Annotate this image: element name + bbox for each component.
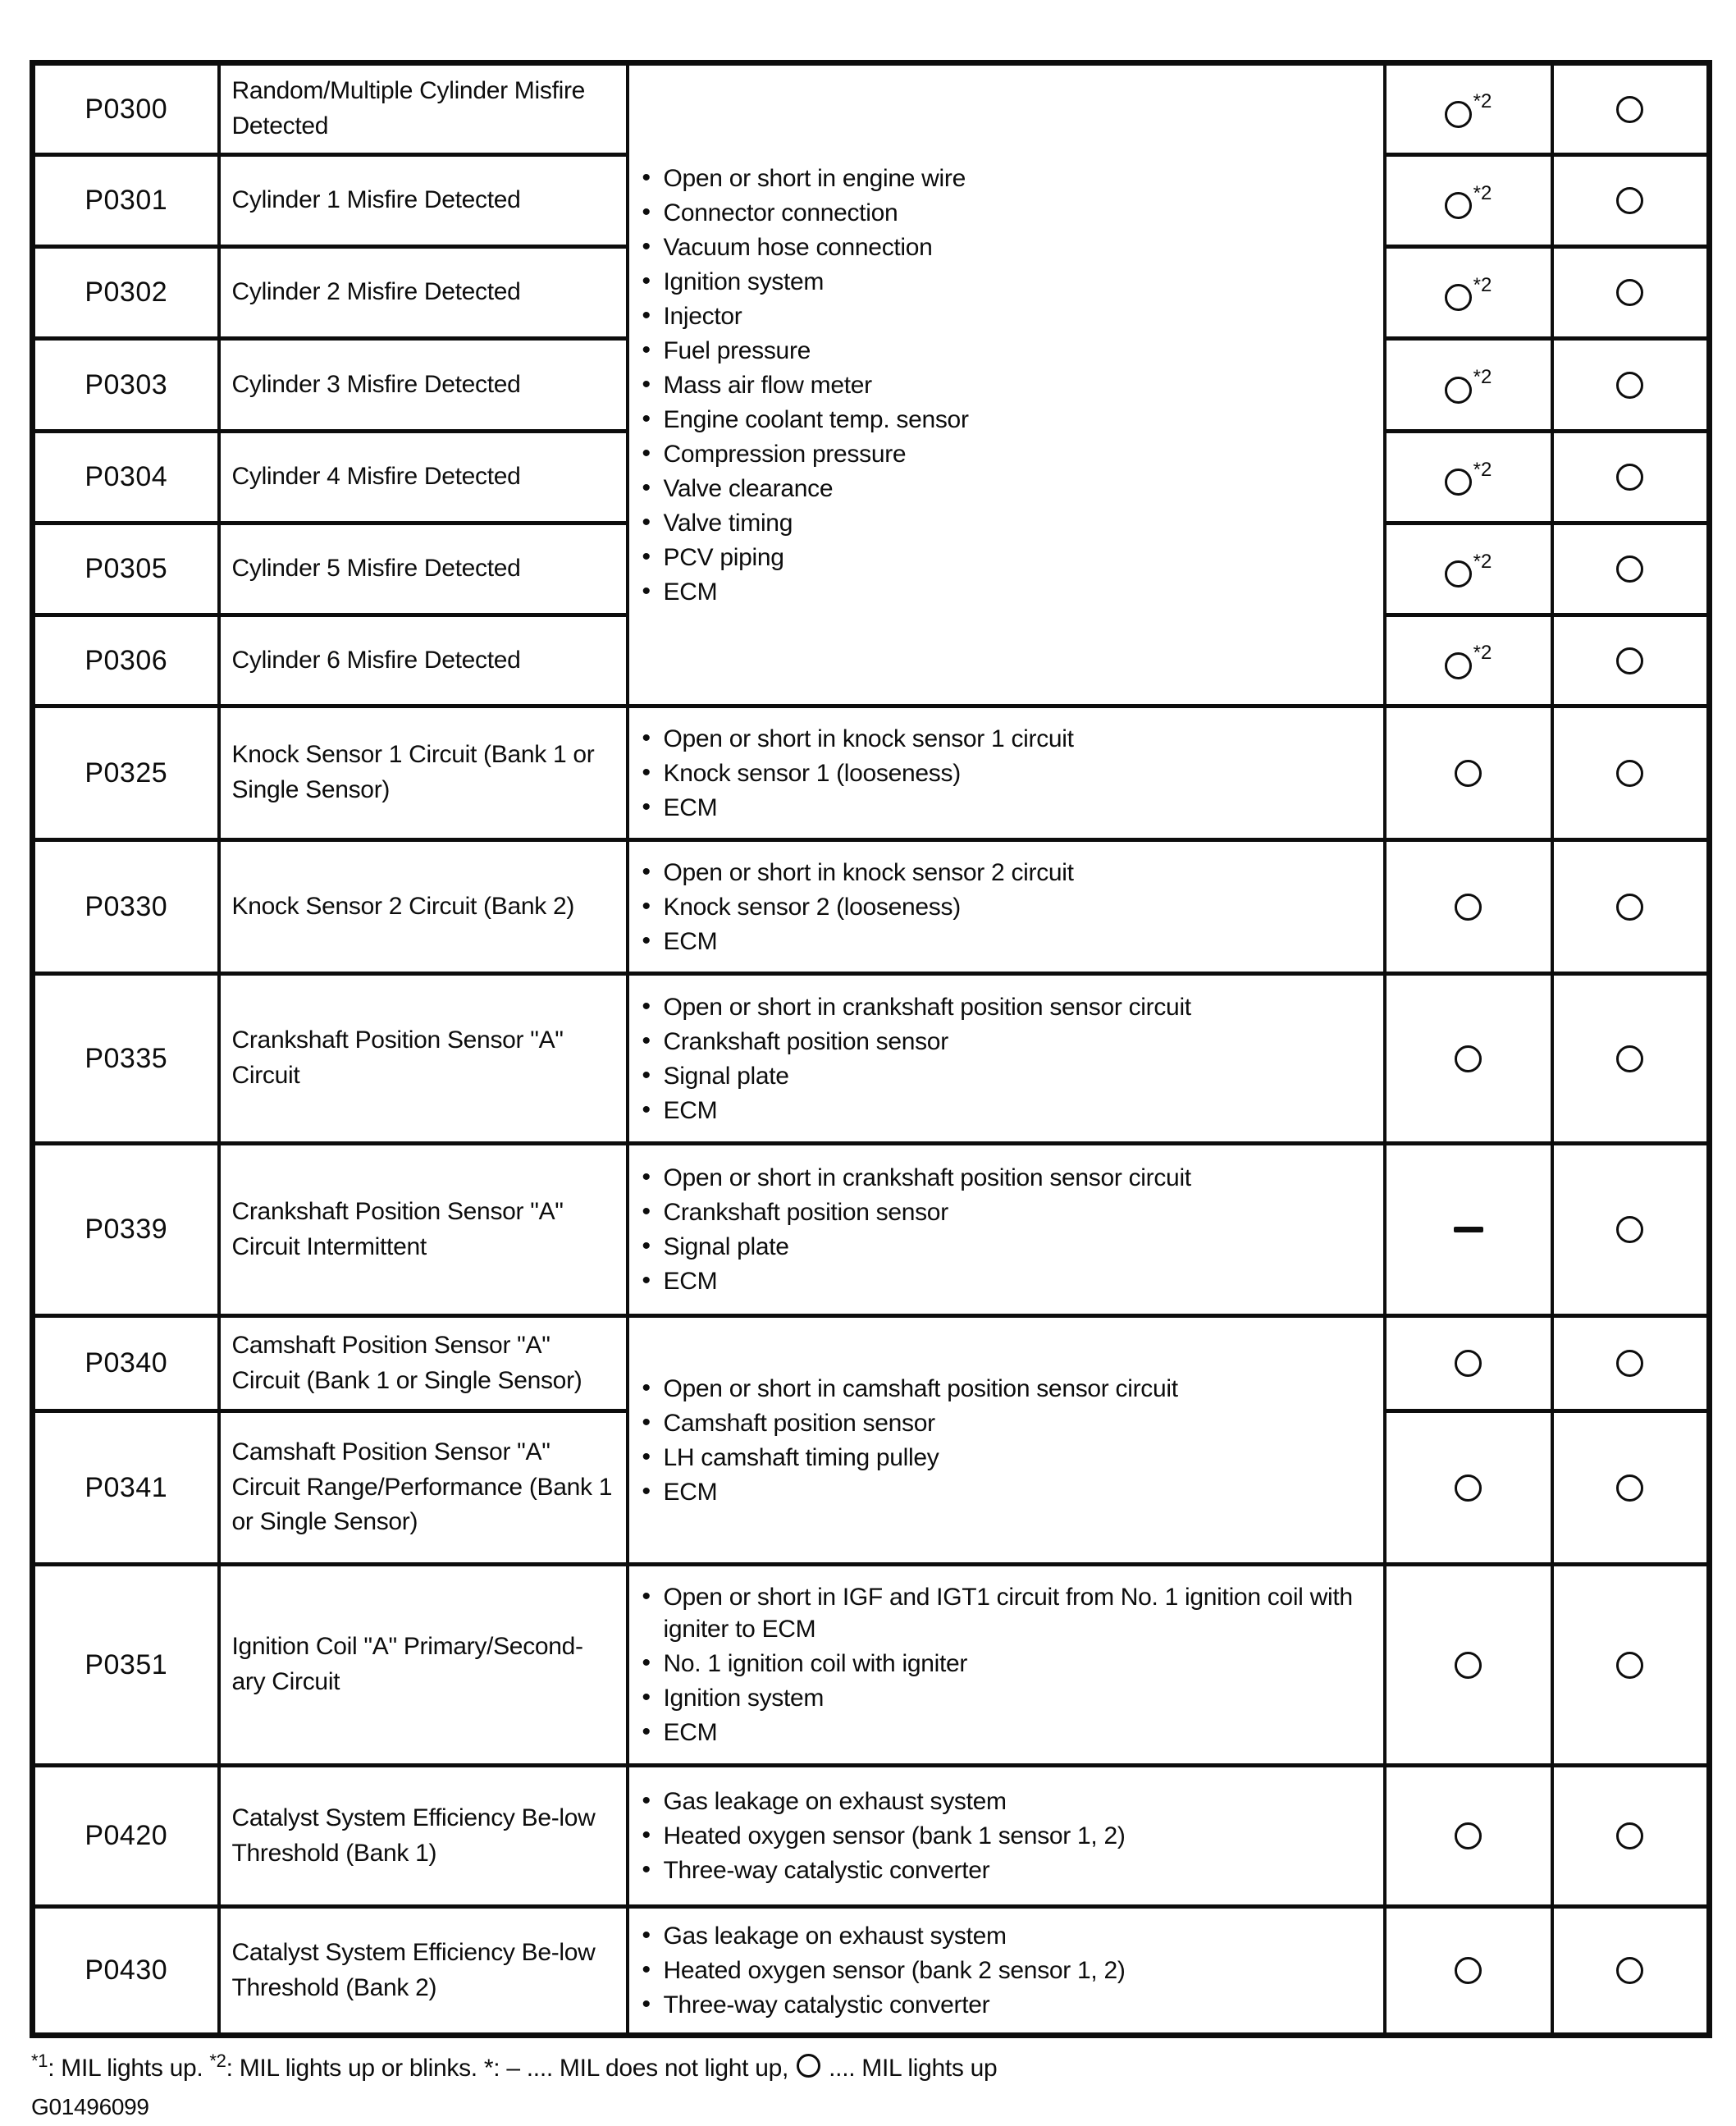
trouble-area-item: • No. 1 ignition coil with igniter [639,1648,1375,1680]
trouble-area-item: • Open or short in IGF and IGT1 circuit from No. 1 ignition coil with igniter to ECM [639,1581,1375,1645]
circle-icon [1455,1350,1482,1377]
mil-indicator-2-cell [1552,840,1710,974]
circle-icon [1616,760,1643,787]
trouble-area-item: • Ignition system [639,1682,1375,1714]
circle-icon [1445,652,1472,679]
dash-icon [1454,1227,1483,1232]
footnote-text2: : MIL lights up or blinks. *: – .... MIL does not light up, [226,2055,796,2082]
mil-indicator-1-cell [1385,523,1552,615]
trouble-area-item: • Mass air flow meter [639,369,1375,401]
mil-indicator-1-cell [1385,1766,1552,1907]
table-row [33,840,1710,974]
trouble-area-item: • Open or short in camshaft position sensor circuit [639,1373,1375,1405]
circle-icon [1616,894,1643,921]
dtc-code-cell: P0339 [33,1144,219,1316]
trouble-area-item: • Gas leakage on exhaust system [639,1785,1375,1817]
mil-indicator-2-cell [1552,432,1710,523]
trouble-area-item: • Vacuum hose connection [639,231,1375,263]
mil-indicator-1-cell [1385,247,1552,339]
dtc-description-cell: Catalyst System Efficiency Be-low Threshold (Bank 1) [219,1766,628,1907]
mil-indicator-1-cell [1385,432,1552,523]
dtc-description-cell: Camshaft Position Sensor "A" Circuit Range/Performance (Bank 1 or Single Sensor) [219,1411,628,1565]
trouble-area-item: • PCV piping [639,542,1375,574]
circle-icon [1445,560,1472,588]
star2-superscript: *2 [1473,366,1492,389]
dtc-code-cell: P0340 [33,1316,219,1411]
dtc-code-cell: P0300 [33,63,219,155]
dtc-code-cell: P0420 [33,1766,219,1907]
circle-icon [1455,760,1482,787]
mil-indicator-2-cell [1552,247,1710,339]
trouble-area-cell [628,706,1385,840]
mil-indicator-1-cell [1385,615,1552,706]
circle-icon [1616,1957,1643,1984]
mil-indicator-1-cell [1385,1565,1552,1766]
star2-superscript: *2 [1473,642,1492,665]
table-row [33,1907,1710,2036]
dtc-code-cell: P0306 [33,615,219,706]
circle-icon [1455,1652,1482,1679]
circle-icon [1455,1474,1482,1502]
trouble-area-item: • Open or short in knock sensor 2 circuit [639,857,1375,889]
trouble-area-item: • ECM [639,926,1375,958]
mil-indicator-2-cell [1552,523,1710,615]
circle-icon [1445,469,1472,496]
dtc-description-cell: Crankshaft Position Sensor "A" Circuit [219,974,628,1144]
mil-indicator-2-cell [1552,1411,1710,1565]
mil-indicator-1-cell [1385,1907,1552,2036]
mil-indicator-1-cell [1385,1411,1552,1565]
circle-icon [1445,192,1472,219]
mil-indicator-1-cell [1385,63,1552,155]
mil-indicator-2-cell [1552,155,1710,247]
trouble-area-item: • Connector connection [639,197,1375,229]
circle-icon [1455,1957,1482,1984]
dtc-description-cell: Cylinder 1 Misfire Detected [219,155,628,247]
trouble-area-item: • ECM [639,1476,1375,1508]
trouble-area-item: • ECM [639,792,1375,824]
table-row [33,1766,1710,1907]
trouble-area-item: • Heated oxygen sensor (bank 1 sensor 1, 2) [639,1820,1375,1852]
star2-superscript: *2 [1473,550,1492,573]
circle-icon [1455,1822,1482,1849]
mil-indicator-2-cell [1552,706,1710,840]
mil-indicator-1-cell [1385,974,1552,1144]
dtc-code-cell: P0351 [33,1565,219,1766]
trouble-area-item: • Signal plate [639,1231,1375,1263]
figure-id: G01496099 [31,2094,149,2119]
mil-indicator-2-cell [1552,1766,1710,1907]
circle-icon [1616,647,1643,674]
circle-icon [1616,1652,1643,1679]
trouble-area-item: • Ignition system [639,266,1375,298]
circle-icon [1616,464,1643,491]
trouble-area-item: • Crankshaft position sensor [639,1026,1375,1058]
trouble-area-item: • ECM [639,1717,1375,1749]
mil-indicator-2-cell [1552,1907,1710,2036]
trouble-area-item: • Signal plate [639,1060,1375,1092]
dtc-code-cell: P0325 [33,706,219,840]
circle-icon [1616,1822,1643,1849]
mil-indicator-1-cell [1385,840,1552,974]
circle-icon [1616,187,1643,214]
trouble-area-item: • Open or short in crankshaft position sensor circuit [639,991,1375,1023]
mil-indicator-2-cell [1552,339,1710,432]
table-row [33,1144,1710,1316]
dtc-description-cell: Ignition Coil "A" Primary/Second-ary Circuit [219,1565,628,1766]
star2-superscript: *2 [1473,273,1492,296]
trouble-area-item: • Open or short in engine wire [639,162,1375,194]
star2-superscript: *2 [1473,458,1492,481]
circle-icon [1455,894,1482,921]
dtc-description-cell: Cylinder 2 Misfire Detected [219,247,628,339]
mil-indicator-2-cell [1552,1144,1710,1316]
dtc-code-cell: P0430 [33,1907,219,2036]
trouble-area-item: • LH camshaft timing pulley [639,1442,1375,1474]
trouble-area-item: • Engine coolant temp. sensor [639,404,1375,436]
circle-icon [1616,279,1643,306]
dtc-description-cell: Knock Sensor 1 Circuit (Bank 1 or Single Sensor) [219,706,628,840]
trouble-area-item: • Knock sensor 2 (looseness) [639,891,1375,923]
mil-indicator-2-cell [1552,1565,1710,1766]
dtc-description-cell: Camshaft Position Sensor "A" Circuit (Bank 1 or Single Sensor) [219,1316,628,1411]
dtc-code-cell: P0304 [33,432,219,523]
circle-icon [1616,1474,1643,1502]
trouble-area-item: • Camshaft position sensor [639,1407,1375,1439]
dtc-description-cell: Random/Multiple Cylinder Misfire Detected [219,63,628,155]
trouble-area-item: • ECM [639,576,1375,608]
trouble-area-item: • Fuel pressure [639,335,1375,367]
trouble-area-cell [628,1907,1385,2036]
mil-indicator-1-cell [1385,155,1552,247]
footnote-sup2: *2 [209,2051,226,2071]
dtc-description-cell: Cylinder 3 Misfire Detected [219,339,628,432]
dtc-description-cell: Knock Sensor 2 Circuit (Bank 2) [219,840,628,974]
footnote-sup1: *1 [31,2051,48,2071]
table-row [33,1565,1710,1766]
mil-indicator-1-cell [1385,1316,1552,1411]
trouble-area-item: • Open or short in knock sensor 1 circuit [639,723,1375,755]
footnote [30,2050,1736,2084]
trouble-area-item: • Injector [639,300,1375,332]
dtc-table [30,60,1712,2038]
trouble-area-item: • Compression pressure [639,438,1375,470]
trouble-area-item: • Heated oxygen sensor (bank 2 sensor 1, 2) [639,1955,1375,1987]
dtc-code-cell: P0302 [33,247,219,339]
dtc-description-cell: Cylinder 6 Misfire Detected [219,615,628,706]
footnote-text1: : MIL lights up. [48,2055,210,2082]
mil-indicator-1-cell [1385,339,1552,432]
mil-indicator-2-cell [1552,974,1710,1144]
circle-icon [1455,1045,1482,1072]
circle-icon [797,2054,820,2078]
trouble-area-item: • ECM [639,1095,1375,1127]
trouble-area-cell [628,840,1385,974]
table-row [33,1316,1710,1411]
circle-icon [1616,1216,1643,1243]
trouble-area-item: • Three-way catalystic converter [639,1854,1375,1886]
dtc-code-cell: P0303 [33,339,219,432]
circle-icon [1616,372,1643,399]
circle-icon [1616,1350,1643,1377]
table-row [33,706,1710,840]
trouble-area-item: • Valve timing [639,507,1375,539]
circle-icon [1445,101,1472,128]
dtc-code-cell: P0335 [33,974,219,1144]
mil-indicator-2-cell [1552,63,1710,155]
circle-icon [1445,284,1472,311]
mil-indicator-2-cell [1552,1316,1710,1411]
table-row [33,974,1710,1144]
trouble-area-item: • ECM [639,1265,1375,1297]
mil-indicator-1-cell [1385,706,1552,840]
dtc-description-cell: Cylinder 5 Misfire Detected [219,523,628,615]
star2-superscript: *2 [1473,181,1492,204]
mil-indicator-1-cell [1385,1144,1552,1316]
dtc-description-cell: Catalyst System Efficiency Be-low Threshold (Bank 2) [219,1907,628,2036]
dtc-description-cell: Crankshaft Position Sensor "A" Circuit Intermittent [219,1144,628,1316]
circle-icon [1445,377,1472,404]
trouble-area-cell [628,1766,1385,1907]
trouble-area-cell [628,1316,1385,1565]
trouble-area-item: • Valve clearance [639,473,1375,505]
trouble-area-cell [628,63,1385,706]
trouble-area-item: • Knock sensor 1 (looseness) [639,757,1375,789]
mil-indicator-2-cell [1552,615,1710,706]
table-row [33,63,1710,155]
trouble-area-item: • Open or short in crankshaft position sensor circuit [639,1162,1375,1194]
circle-icon [1616,1045,1643,1072]
footnote-text3: .... MIL lights up [822,2055,998,2082]
dtc-code-cell: P0341 [33,1411,219,1565]
star2-superscript: *2 [1473,90,1492,113]
dtc-description-cell: Cylinder 4 Misfire Detected [219,432,628,523]
circle-icon [1616,96,1643,123]
dtc-code-cell: P0330 [33,840,219,974]
dtc-code-cell: P0301 [33,155,219,247]
trouble-area-cell [628,1144,1385,1316]
trouble-area-cell [628,1565,1385,1766]
trouble-area-item: • Gas leakage on exhaust system [639,1920,1375,1952]
circle-icon [1616,556,1643,583]
dtc-table-body [33,63,1710,2036]
trouble-area-cell [628,974,1385,1144]
trouble-area-item: • Crankshaft position sensor [639,1196,1375,1228]
trouble-area-item: • Three-way catalystic converter [639,1989,1375,2021]
dtc-code-cell: P0305 [33,523,219,615]
